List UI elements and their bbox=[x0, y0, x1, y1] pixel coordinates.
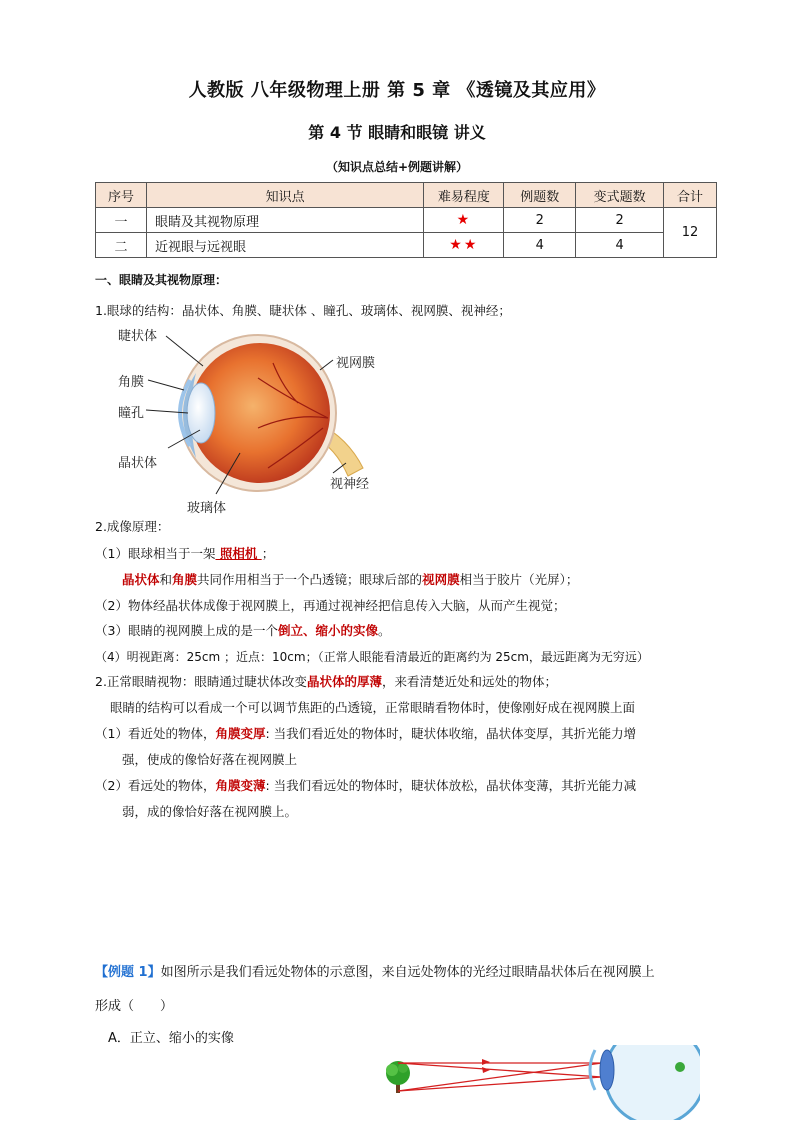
imaging-principle-heading: 2.成像原理： bbox=[95, 519, 170, 534]
near-object-line bbox=[95, 725, 636, 743]
row-examples: 2 bbox=[504, 208, 576, 233]
text-span: （2）看远处的物体， bbox=[95, 778, 216, 793]
row-examples: 4 bbox=[504, 233, 576, 258]
text-span: 如图所示是我们看远处物体的示意图，来自远处物体的光经过眼睛晶状体后在视网膜上 bbox=[160, 965, 655, 980]
row-difficulty: ★ bbox=[424, 208, 504, 233]
text-span: 相当于胶片（光屏）； bbox=[459, 572, 579, 587]
text-span: ，来看清楚近处和远处的物体； bbox=[381, 674, 557, 689]
header-cell: 例题数 bbox=[504, 183, 576, 208]
principle-line-1 bbox=[95, 545, 274, 563]
header-cell: 知识点 bbox=[146, 183, 423, 208]
header-cell: 变式题数 bbox=[576, 183, 664, 208]
text-span: （1）眼球相当于一架 bbox=[95, 546, 216, 561]
section-heading: 一、眼睛及其视物原理： bbox=[95, 273, 228, 287]
row-topic: 近视眼与远视眼 bbox=[146, 233, 423, 258]
text-span: ； bbox=[261, 546, 275, 561]
text-span: 共同作用相当于一个凸透镜；眼球后部的 bbox=[197, 572, 423, 587]
label-pupil: 瞳孔 bbox=[118, 406, 145, 421]
principle-line-5: （4）明视距离：25cm ；近点：10cm；（正常人眼能看清最近的距离约为 25cm，最远距离为无穷远） bbox=[95, 650, 649, 664]
far-object-line-cont: 弱，成的像恰好落在视网膜上。 bbox=[122, 804, 298, 819]
example-label: 【例题 1】 bbox=[95, 965, 161, 980]
knowledge-table bbox=[95, 182, 717, 258]
label-cornea: 角膜 bbox=[118, 375, 145, 390]
header-cell: 序号 bbox=[96, 183, 147, 208]
text-span: 。 bbox=[377, 623, 391, 638]
thinner-term: 角膜变薄 bbox=[215, 778, 266, 793]
cornea-term: 角膜 bbox=[172, 572, 198, 587]
header-cell: 难易程度 bbox=[424, 183, 504, 208]
table-row bbox=[96, 208, 717, 233]
row-number: 一 bbox=[96, 208, 147, 233]
image-type-term: 倒立、缩小的实像 bbox=[277, 623, 378, 638]
principle-line-2 bbox=[122, 571, 578, 589]
example-1-diagram bbox=[370, 1045, 700, 1120]
tree-icon bbox=[386, 1061, 410, 1093]
camera-term: 照相机 bbox=[215, 546, 262, 561]
lens-thickness-term: 晶状体的厚薄 bbox=[306, 674, 382, 689]
section-subtitle: 第 4 节 眼睛和眼镜 讲义 bbox=[308, 123, 486, 142]
label-lens: 晶状体 bbox=[118, 456, 158, 471]
text-span: : 当我们看远处的物体时，睫状体放松，晶状体变薄，其折光能力减 bbox=[265, 778, 637, 793]
subtitle-note: （知识点总结+例题讲解） bbox=[325, 160, 469, 174]
principle-line-3: （2）物体经晶状体成像于视网膜上，再通过视神经把信息传入大脑，从而产生视觉； bbox=[95, 598, 566, 613]
row-difficulty: ★★ bbox=[424, 233, 504, 258]
normal-eye-description: 眼睛的结构可以看成一个可以调节焦距的凸透镜，正常眼睛看物体时，使像刚好成在视网膜上面 bbox=[110, 700, 636, 715]
page-title: 人教版 八年级物理上册 第 5 章 《透镜及其应用》 bbox=[188, 80, 606, 101]
text-span: 2.正常眼睛视物：眼睛通过睫状体改变 bbox=[95, 674, 307, 689]
label-optic-nerve: 视神经 bbox=[330, 477, 370, 492]
retina-term: 视网膜 bbox=[422, 572, 460, 587]
principle-line-4 bbox=[95, 622, 391, 640]
normal-eye-line bbox=[95, 673, 557, 691]
text-span: （3）眼睛的视网膜上成的是一个 bbox=[95, 623, 278, 638]
thicker-term: 角膜变厚 bbox=[215, 726, 266, 741]
table-header-row bbox=[96, 183, 717, 208]
text-span: （1）看近处的物体， bbox=[95, 726, 216, 741]
label-ciliary-body: 睫状体 bbox=[118, 329, 158, 344]
near-object-line-cont: 强，使成的像恰好落在视网膜上 bbox=[122, 752, 298, 767]
lens-term: 晶状体 bbox=[122, 572, 160, 587]
table-row bbox=[96, 233, 717, 258]
option-a: A．正立、缩小的实像 bbox=[108, 1031, 234, 1046]
eye-structure-text: 1.眼球的结构：晶状体、角膜、睫状体 、瞳孔、玻璃体、视网膜、视神经； bbox=[95, 303, 511, 318]
row-variants: 4 bbox=[576, 233, 664, 258]
header-cell: 合计 bbox=[664, 183, 717, 208]
far-object-line bbox=[95, 777, 636, 795]
row-topic: 眼睛及其视物原理 bbox=[146, 208, 423, 233]
row-number: 二 bbox=[96, 233, 147, 258]
row-variants: 2 bbox=[576, 208, 664, 233]
text-span: : 当我们看近处的物体时，睫状体收缩，晶状体变厚，其折光能力增 bbox=[265, 726, 637, 741]
total-cell: 12 bbox=[664, 208, 717, 258]
text-span: 和 bbox=[159, 572, 173, 587]
label-retina: 视网膜 bbox=[336, 356, 376, 371]
example-1-question-cont: 形成（ ） bbox=[95, 999, 174, 1014]
label-vitreous: 玻璃体 bbox=[187, 501, 227, 516]
example-1-question bbox=[95, 961, 655, 980]
